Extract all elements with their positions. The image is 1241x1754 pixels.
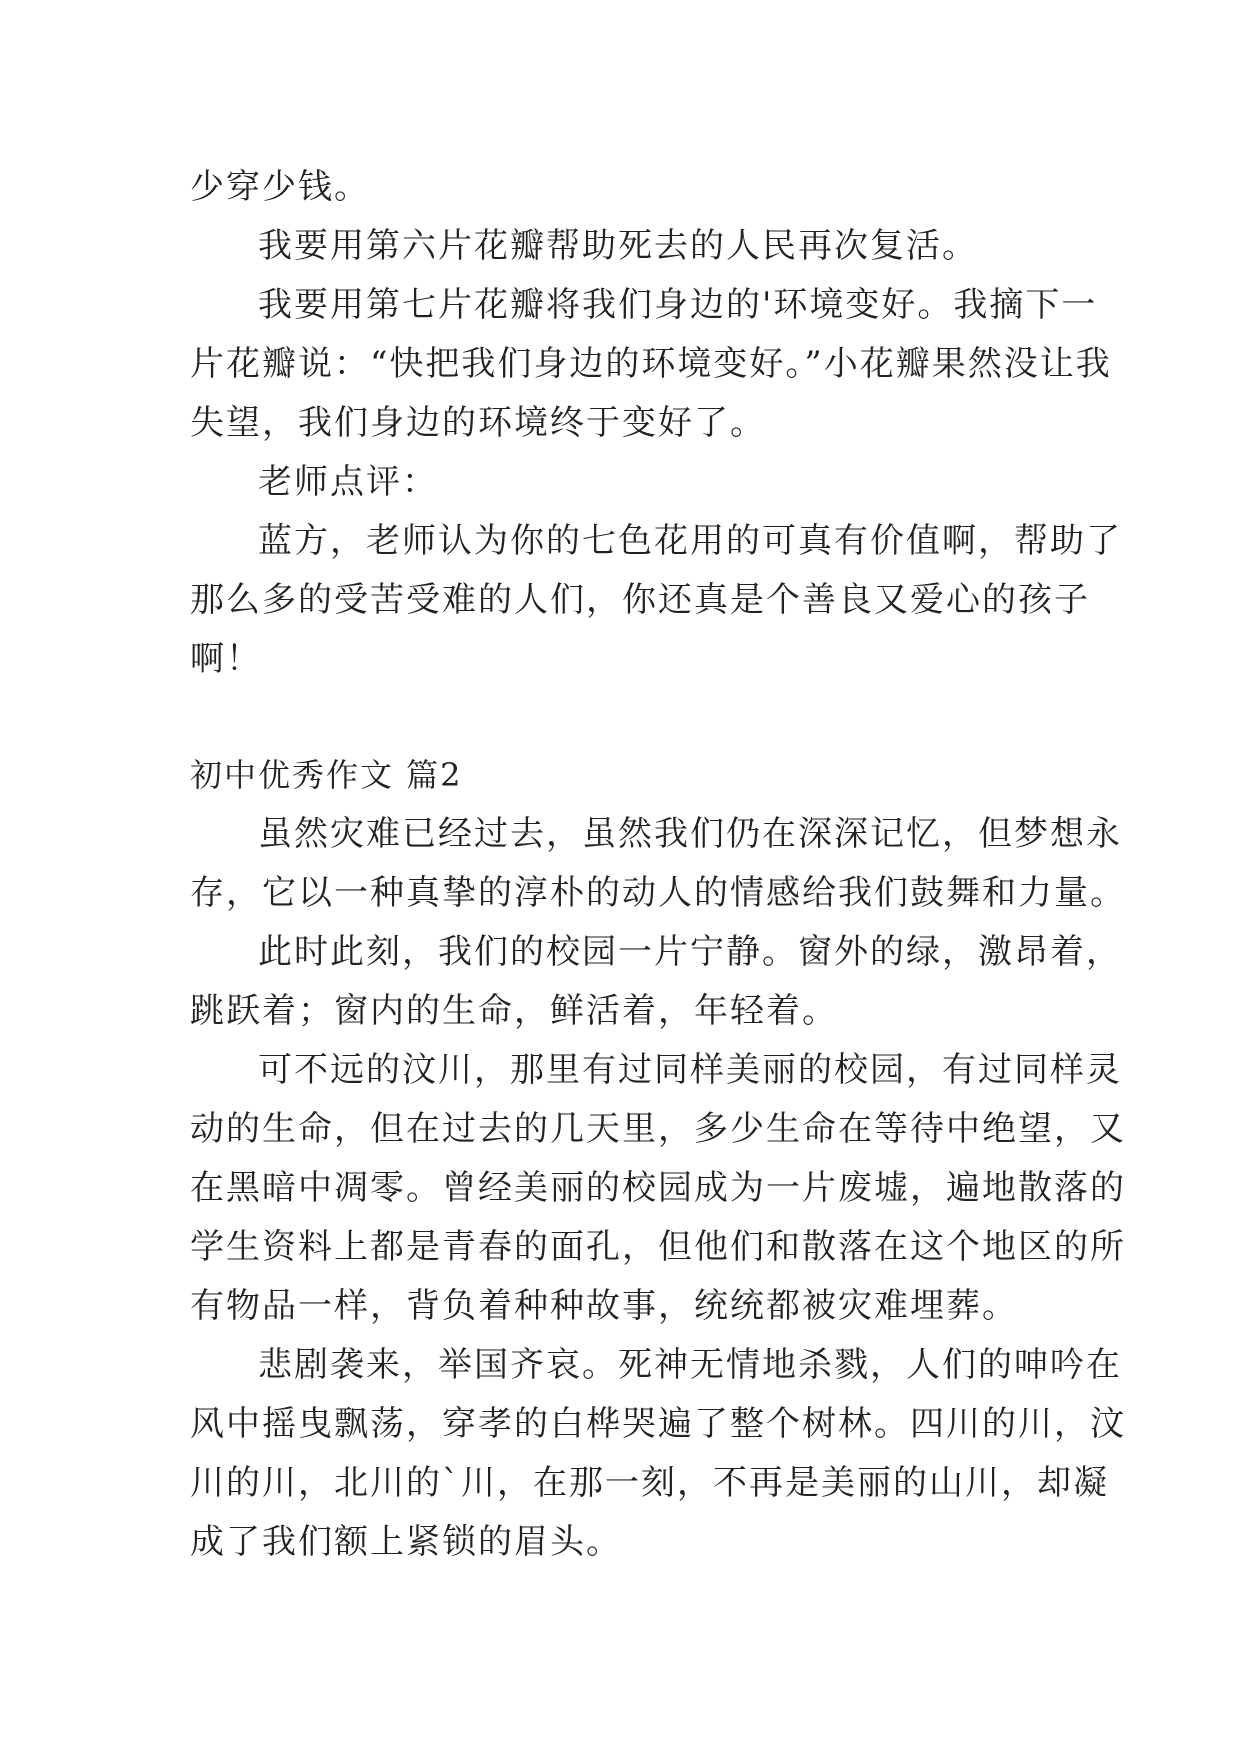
text-line: 悲剧袭来，举国齐哀。死神无情地杀戮，人们的呻吟在	[258, 1345, 1122, 1385]
text-line: 啊！	[190, 639, 262, 679]
text-line: 可不远的汶川，那里有过同样美丽的校园，有过同样灵	[258, 1050, 1122, 1090]
text-line: 在黑暗中凋零。曾经美丽的校园成为一片废墟，遍地散落的	[190, 1168, 1126, 1208]
section-heading: 初中优秀作文 篇2	[190, 756, 463, 794]
text-line: 此时此刻，我们的校园一片宁静。窗外的绿，激昂着，	[258, 932, 1122, 972]
text-line: 动的生命，但在过去的几天里，多少生命在等待中绝望，又	[190, 1109, 1126, 1149]
section-gap	[190, 689, 1060, 746]
text-line: 川的川，北川的`川，在那一刻，不再是美丽的山川，却凝	[190, 1463, 1109, 1503]
text-line: 失望，我们身边的环境终于变好了。	[190, 403, 766, 443]
text-line: 少穿少钱。	[190, 167, 370, 207]
text-line: 虽然灾难已经过去，虽然我们仍在深深记忆，但梦想永	[258, 814, 1122, 854]
text-line: 我要用第七片花瓣将我们身边的'环境变好。我摘下一	[258, 285, 1098, 325]
text-line: 蓝方，老师认为你的七色花用的可真有价值啊，帮助了	[258, 521, 1122, 561]
text-line: 那么多的受苦受难的人们，你还真是个善良又爱心的孩子	[190, 580, 1090, 620]
text-line: 片花瓣说：“快把我们身边的环境变好。”小花瓣果然没让我	[190, 344, 1112, 384]
text-line: 学生资料上都是青春的面孔，但他们和散落在这个地区的所	[190, 1227, 1126, 1267]
text-line: 风中摇曳飘荡，穿孝的白桦哭遍了整个树林。四川的川，汶	[190, 1404, 1126, 1444]
text-line: 跳跃着；窗内的生命，鲜活着，年轻着。	[190, 991, 838, 1031]
teacher-comment-label: 老师点评：	[258, 462, 438, 502]
text-line: 有物品一样，背负着种种故事，统统都被灾难埋葬。	[190, 1286, 1018, 1326]
document-page	[190, 158, 1126, 1572]
text-line: 我要用第六片花瓣帮助死去的人民再次复活。	[258, 226, 978, 266]
text-line: 成了我们额上紧锁的眉头。	[190, 1522, 622, 1562]
text-line: 存，它以一种真挚的淳朴的动人的情感给我们鼓舞和力量。	[190, 873, 1126, 913]
